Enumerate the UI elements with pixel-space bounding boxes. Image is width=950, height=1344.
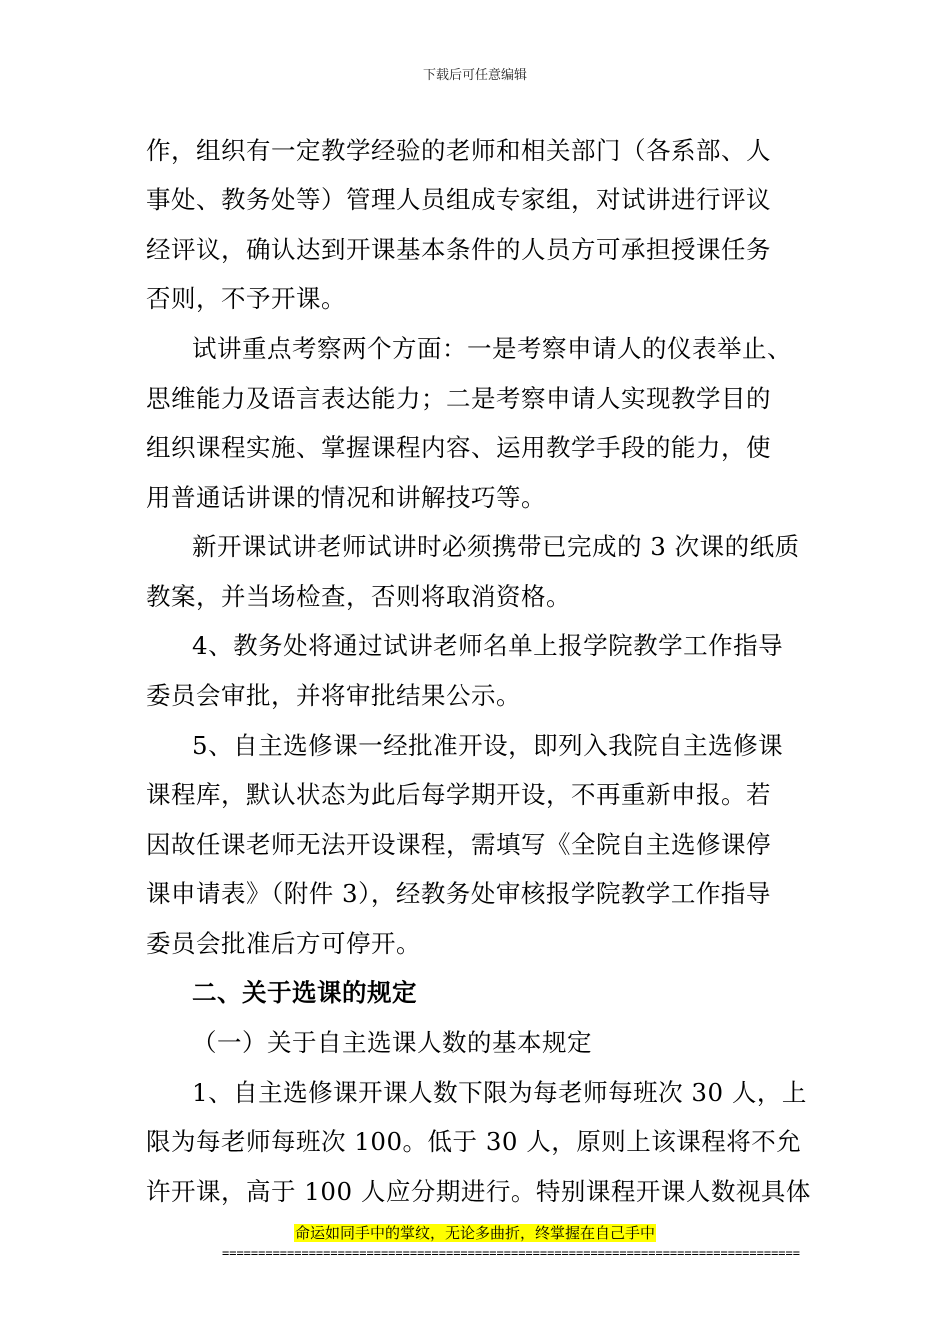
paragraph-start-line: 试讲重点考察两个方面：一是考察申请人的仪表举止、 xyxy=(192,334,792,363)
footer-rule: ================================================================================ xyxy=(222,1246,800,1260)
paragraph-start-line: 4、教务处将通过试讲老师名单上报学院教学工作指导 xyxy=(192,631,784,660)
text-line: 思维能力及语言表达能力；二是考察申请人实现教学目的 xyxy=(146,384,771,413)
text-line: 组织课程实施、掌握课程内容、运用教学手段的能力，使 xyxy=(146,433,771,462)
text-line: 委员会审批，并将审批结果公示。 xyxy=(146,681,521,710)
text-line: 事处、教务处等）管理人员组成专家组，对试讲进行评议 xyxy=(146,185,771,214)
text-line: 教案，并当场检查，否则将取消资格。 xyxy=(146,582,571,611)
text-line: 用普通话讲课的情况和讲解技巧等。 xyxy=(146,483,546,512)
text-line: 委员会批准后方可停开。 xyxy=(146,929,421,958)
footer-slogan: 命运如同手中的掌纹，无论多曲折，终掌握在自己手中 xyxy=(294,1224,655,1242)
paragraph-start-line: 1、自主选修课开课人数下限为每老师每班次 30 人，上 xyxy=(192,1078,807,1107)
paragraph-start-line: 5、自主选修课一经批准开设，即列入我院自主选修课 xyxy=(192,731,784,760)
text-line: 经评议，确认达到开课基本条件的人员方可承担授课任务 xyxy=(146,235,771,264)
subsection-heading: （一）关于自主选课人数的基本规定 xyxy=(192,1028,592,1057)
page-header: 下载后可任意编辑 xyxy=(422,68,527,83)
text-line: 课申请表》（附件 3），经教务处审核报学院教学工作指导 xyxy=(146,879,771,908)
section-heading: 二、关于选课的规定 xyxy=(192,978,417,1007)
text-line: 许开课，高于 100 人应分期进行。特别课程开课人数视具体 xyxy=(146,1177,811,1206)
text-line: 否则，不予开课。 xyxy=(146,284,346,313)
text-line: 限为每老师每班次 100。低于 30 人，原则上该课程将不允 xyxy=(146,1127,802,1156)
text-line: 课程库，默认状态为此后每学期开设，不再重新申报。若 xyxy=(146,780,771,809)
paragraph-start-line: 新开课试讲老师试讲时必须携带已完成的 3 次课的纸质 xyxy=(192,532,800,561)
text-line: 因故任课老师无法开设课程，需填写《全院自主选修课停 xyxy=(146,830,771,859)
text-line: 作，组织有一定教学经验的老师和相关部门（各系部、人 xyxy=(146,136,771,165)
page-footer xyxy=(0,1222,950,1244)
